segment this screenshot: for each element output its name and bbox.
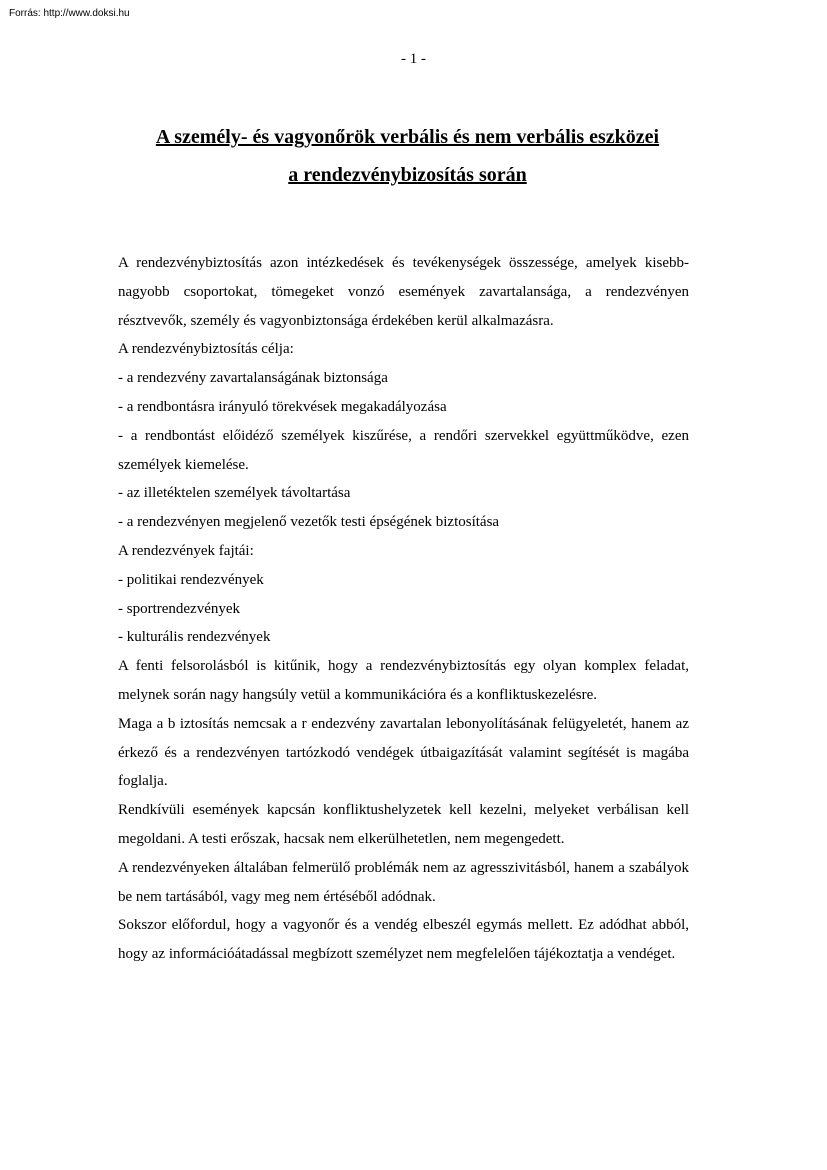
paragraph: Rendkívüli események kapcsán konfliktushelyzetek kell kezelni, melyeket verbálisan kell megoldani. A testi erőszak, hacsak nem elkerülhetetlen, nem megengedett. [118, 802, 689, 847]
source-label: Forrás: http://www.doksi.hu [9, 8, 130, 19]
list-item: - a rendbontást előidéző személyek kiszűrése, a rendőri szervekkel együttműködve, ezen személyek kiemelése. [118, 427, 689, 473]
list-item: - a rendezvény zavartalanságának biztonsága [118, 370, 388, 387]
list-item: - kulturális rendezvények [118, 629, 271, 646]
page-title [110, 118, 705, 194]
paragraph-intro: A rendezvénybiztosítás azon intézkedések és tevékenységek összessége, amelyek kisebb-nagyobb csoportokat, tömegeket vonzó események zavartalansága, a rendezvényen résztvevők, személy és vagyonbiztonsága érdekében kerül alkalmazásra. [118, 255, 689, 329]
paragraph: Sokszor előfordul, hogy a vagyonőr és a vendég elbeszél egymás mellett. Ez adódhat abból, hogy az információátadással megbízott személyzet nem megfelelően tájékoztatja a vendéget. [118, 917, 689, 963]
types-heading: A rendezvények fajtái: [118, 542, 254, 559]
list-item: - politikai rendezvények [118, 571, 264, 588]
document-body [118, 249, 689, 969]
title-line-1: A személy- és vagyonőrök verbális és nem verbális eszközei [155, 126, 660, 148]
goals-heading: A rendezvénybiztosítás célja: [118, 341, 294, 358]
page-number: - 1 - [401, 51, 426, 67]
paragraph: A fenti felsorolásból is kitűnik, hogy a rendezvénybiztosítás egy olyan komplex feladat, melynek során nagy hangsúly vetül a kommunikációra és a konfliktuskezelésre. [118, 658, 689, 703]
title-line-2: a rendezvénybizosítás során [288, 164, 527, 186]
list-item: - a rendezvényen megjelenő vezetők testi épségének biztosítása [118, 514, 500, 531]
list-item: - sportrendezvények [118, 600, 241, 617]
paragraph: Maga a b iztosítás nemcsak a r endezvény zavartalan lebonyolításának felügyeletét, hanem az érkező és a rendezvényen tartózkodó vendégek útbaigazítását valamint segítését is magába foglalja. [118, 715, 689, 790]
list-item: - az illetéktelen személyek távoltartása [118, 485, 351, 502]
list-item: - a rendbontásra irányuló törekvések megakadályozása [118, 398, 447, 415]
paragraph: A rendezvényeken általában felmerülő problémák nem az agresszivitásból, hanem a szabályok be nem tartásából, vagy meg nem értéséből adódnak. [118, 859, 689, 905]
